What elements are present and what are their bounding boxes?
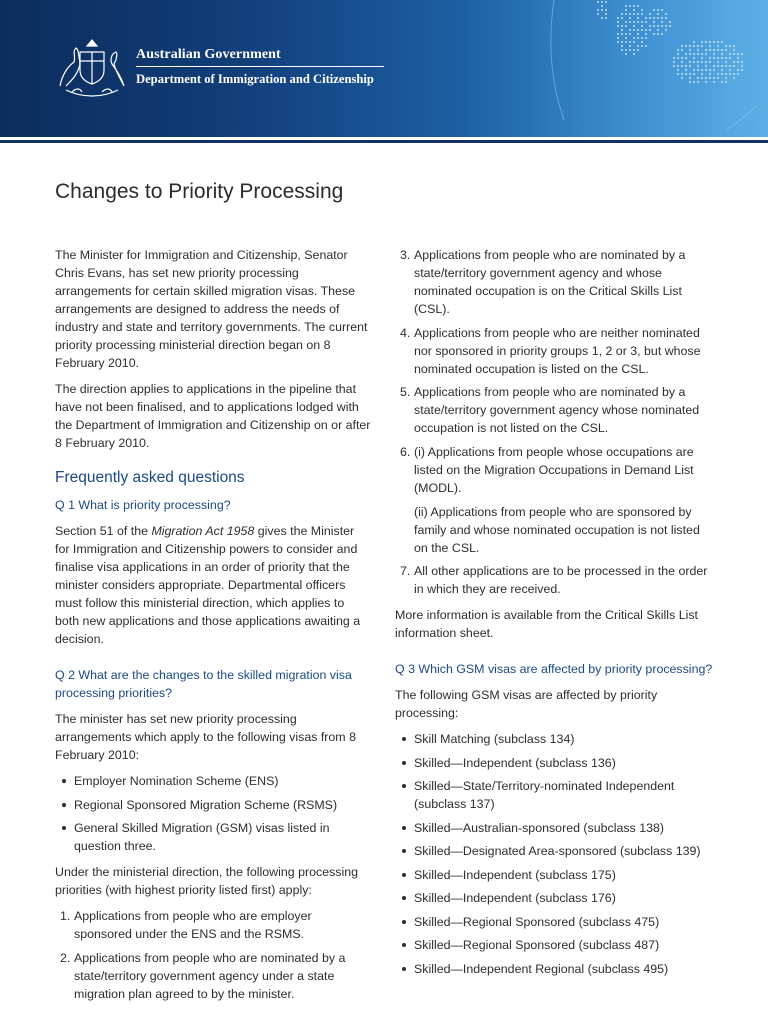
list-item: Skilled—Independent Regional (subclass 495): [395, 960, 715, 978]
priority-item: [55, 949, 371, 1003]
gsm-visa-list: [395, 730, 715, 978]
priority-subitem: (ii) Applications from people who are sponsored by family and whose nominated occupation is not listed on the CSL.: [414, 504, 700, 555]
priority-item: [55, 907, 371, 943]
priority-text: Applications from people who are nominated by a state/territory government agency and whose nominated occupation is on the Critical Skills List (CSL).: [414, 248, 686, 316]
banner-rule-navy: [0, 140, 768, 143]
priority-item: [395, 443, 715, 557]
priority-text: All other applications are to be processed in the order in which they are received.: [414, 564, 708, 596]
answer-1-rest: gives the Minister for Immigration and Citizenship powers to consider and finalise visa applications in an order of priority that the minister considers appropriate. Departmental officers must follow this ministerial direction, which applies to both new applications and those applications awaiting a decision.: [55, 524, 361, 646]
header-divider: [136, 66, 384, 67]
list-item: Skill Matching (subclass 134): [395, 730, 715, 748]
more-info-text: More information is available from the Critical Skills List information sheet.: [395, 608, 698, 640]
left-column: [55, 246, 371, 1011]
list-item: Skilled—Designated Area-sponsored (subclass 139): [395, 842, 715, 860]
list-item: Skilled—Regional Sponsored (subclass 475): [395, 913, 715, 931]
priority-text: Applications from people who are employer sponsored under the ENS and the RSMS.: [74, 909, 312, 941]
header-banner: [0, 0, 768, 137]
answer-1: [55, 522, 371, 648]
priority-list: [55, 907, 371, 1003]
priorities-intro: Under the ministerial direction, the following processing priorities (with highest priority listed first) apply:: [55, 865, 359, 897]
answer-3: The following GSM visas are affected by priority processing:: [395, 688, 658, 720]
priority-item: [395, 324, 715, 378]
priority-number: 4.: [400, 325, 411, 340]
answer-2: The minister has set new priority processing arrangements which apply to the following visas from 8 February 2010:: [55, 712, 356, 762]
coat-of-arms-icon: [52, 32, 132, 102]
faq-heading: Frequently asked questions: [55, 469, 245, 486]
priority-number: 6.: [400, 444, 411, 459]
question-2: Q 2 What are the changes to the skilled migration visa processing priorities?: [55, 668, 352, 700]
intro-paragraph-2: The direction applies to applications in the pipeline that have not been finalised, and to applications lodged with the Department of Immigration and Citizenship on or after 8 February 2010.: [55, 382, 371, 450]
priority-item: [395, 246, 715, 318]
priority-text: (i) Applications from people whose occupations are listed on the Migration Occupations in Demand List (MODL).: [414, 444, 694, 495]
question-1: Q 1 What is priority processing?: [55, 498, 231, 512]
priority-number: 2.: [60, 950, 71, 965]
priority-number: 3.: [400, 248, 411, 262]
world-map-dots-graphic: [540, 0, 768, 137]
priority-text: Applications from people who are nominated by a state/territory government agency whose nominated occupation is not listed on the CSL.: [414, 385, 700, 435]
priority-item: [395, 562, 715, 598]
list-item: General Skilled Migration (GSM) visas listed in question three.: [55, 819, 371, 855]
priority-list-continued: [395, 246, 715, 598]
list-item: Skilled—Australian-sponsored (subclass 138): [395, 819, 715, 837]
list-item: Skilled—State/Territory-nominated Independent (subclass 137): [395, 777, 715, 813]
answer-1-lead: Section 51 of the: [55, 524, 152, 538]
right-column: [395, 246, 715, 986]
priority-number: 7.: [400, 564, 411, 578]
list-item: Skilled—Independent (subclass 175): [395, 866, 715, 884]
department-name: Department of Immigration and Citizenship: [136, 72, 374, 86]
question-3: Q 3 Which GSM visas are affected by priority processing?: [395, 662, 713, 676]
page-title: Changes to Priority Processing: [55, 180, 344, 203]
priority-number: 1.: [60, 909, 71, 923]
priority-number: 5.: [400, 385, 411, 399]
priority-text: Applications from people who are nominated by a state/territory government agency under a state migration plan agreed to by the minister.: [74, 950, 346, 1001]
priority-item: [395, 383, 715, 437]
visa-scheme-list: [55, 772, 371, 855]
intro-paragraph-1: The Minister for Immigration and Citizenship, Senator Chris Evans, has set new priority processing arrangements for certain skilled migration visas. These arrangements are designed to address the needs of industry and state and territory governments. The current priority processing ministerial direction began on 8 February 2010.: [55, 248, 368, 370]
list-item: Skilled—Independent (subclass 136): [395, 754, 715, 772]
list-item: Regional Sponsored Migration Scheme (RSMS): [55, 796, 371, 814]
act-name: Migration Act 1958: [151, 524, 255, 538]
list-item: Employer Nomination Scheme (ENS): [55, 772, 371, 790]
priority-text: Applications from people who are neither nominated nor sponsored in priority groups 1, 2 or 3, but whose nominated occupation is listed on the CSL.: [414, 325, 701, 376]
government-name: Australian Government: [136, 47, 281, 62]
list-item: Skilled—Regional Sponsored (subclass 487): [395, 936, 715, 954]
list-item: Skilled—Independent (subclass 176): [395, 889, 715, 907]
